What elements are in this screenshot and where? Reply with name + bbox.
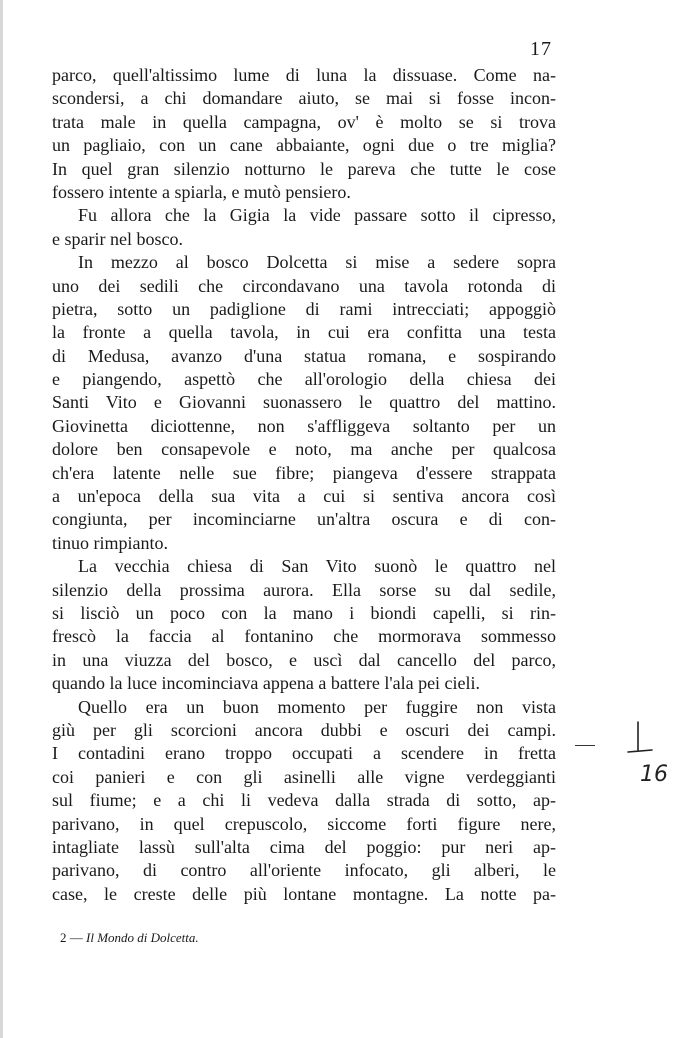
text-line: fossero intente a spiarla, e mutò pensiero.	[52, 181, 351, 202]
text-line: ch'era latente nelle sue fibre; piangeva d'essere strappata	[52, 462, 556, 483]
text-line: un pagliaio, con un cane abbaiante, ogni due o tre miglia?	[52, 135, 556, 156]
text-line: parco, quell'altissimo lume di luna la dissuase. Come na-	[52, 65, 556, 85]
text-line: In quel gran silenzio notturno le pareva che tutte le cose	[52, 158, 556, 179]
text-line: coi panieri e con gli asinelli alle vigne verdeggianti	[52, 766, 556, 787]
text-line: scondersi, a chi domandare aiuto, se mai si fosse incon-	[52, 88, 556, 109]
text-line: Fu allora che la Gigia la vide passare sotto il cipresso,	[78, 205, 556, 226]
text-line: La vecchia chiesa di San Vito suonò le quattro nel	[78, 556, 556, 577]
text-line: dolore ben consapevole e noto, ma anche per qualcosa	[52, 439, 556, 460]
text-line: Giovinetta diciottenne, non s'affliggeva soltanto per un	[52, 415, 556, 436]
text-line: case, le creste delle più lontane montagne. La notte pa-	[52, 883, 556, 904]
text-line: la fronte a quella tavola, in cui era confitta una testa	[52, 322, 556, 343]
text-line: In mezzo al bosco Dolcetta si mise a sedere sopra	[78, 252, 556, 273]
text-line: a un'epoca della sua vita a cui si sentiva ancora così	[52, 486, 556, 507]
text-line: in una viuzza del bosco, e uscì dal cancello del parco,	[52, 649, 556, 670]
text-line: tinuo rimpianto.	[52, 532, 168, 553]
text-line: si lisciò un poco con la mano i biondi capelli, si rin-	[52, 602, 556, 623]
text-line: frescò la faccia al fontanino che mormorava sommesso	[52, 626, 556, 647]
text-line: e piangendo, aspettò che all'orologio della chiesa dei	[52, 369, 556, 390]
text-line: parivano, in quel crepuscolo, siccome forti figure nere,	[52, 813, 556, 834]
signature-mark: 2 —	[60, 930, 83, 945]
page-number: 17	[530, 38, 552, 60]
text-line: silenzio della prossima aurora. Ella sorse su dal sedile,	[52, 579, 556, 600]
text-line: parivano, di contro all'oriente infocato, gli alberi, le	[52, 860, 556, 881]
page-edge-shadow	[0, 0, 3, 1038]
text-line: trata male in quella campagna, ov' è molto se si trova	[52, 111, 556, 132]
text-line: uno dei sedili che circondavano una tavola rotonda di	[52, 275, 556, 296]
margin-pencil-mark-two: 16	[640, 762, 668, 787]
text-line: Quello era un buon momento per fuggire non vista	[78, 696, 556, 717]
text-line: giù per gli scorcioni ancora dubbi e oscuri dei campi.	[52, 719, 556, 740]
page-footer	[60, 930, 199, 946]
text-line: pietra, sotto un padiglione di rami intrecciati; appoggiò	[52, 298, 556, 319]
text-line: sul fiume; e a chi li vedeva dalla strada di sotto, ap-	[52, 790, 556, 811]
text-line: Santi Vito e Giovanni suonassero le quattro del mattino.	[52, 392, 556, 413]
text-line: quando la luce incominciava appena a battere l'ala pei cieli.	[52, 673, 481, 694]
text-line: I contadini erano troppo occupati a scendere in fretta	[52, 743, 556, 764]
margin-dash-mark	[575, 745, 595, 746]
running-title: Il Mondo di Dolcetta.	[86, 930, 199, 945]
text-line: congiunta, per incominciarne un'altra oscura e di con-	[52, 509, 556, 530]
margin-pencil-mark-one	[620, 720, 660, 760]
body-text	[52, 64, 556, 906]
text-line: di Medusa, avanzo d'una statua romana, e sospirando	[52, 345, 556, 366]
text-line: e sparir nel bosco.	[52, 228, 183, 249]
text-line: intagliate lassù sull'alta cima del poggio: pur neri ap-	[52, 836, 556, 857]
